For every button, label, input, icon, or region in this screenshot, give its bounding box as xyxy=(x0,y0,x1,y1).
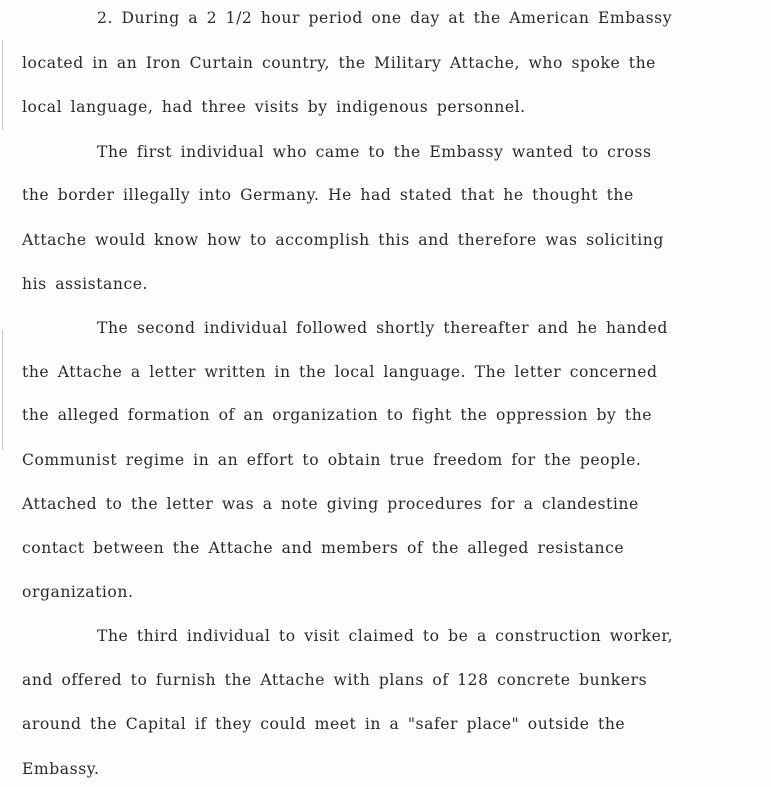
paragraph-3-line-6: contact between the Attache and members of the alleged resistance xyxy=(22,539,625,557)
paragraph-4-line-3: around the Capital if they could meet in a "safer place" outside the xyxy=(22,715,626,733)
paragraph-3-line-5: Attached to the letter was a note giving procedures for a clandestine xyxy=(22,495,639,513)
paragraph-3-line-1: The second individual followed shortly thereafter and he handed xyxy=(97,319,668,337)
paragraph-1-line-3: local language, had three visits by indigenous personnel. xyxy=(22,98,526,116)
paragraph-4-line-1: The third individual to visit claimed to be a construction worker, xyxy=(97,627,674,645)
paragraph-2-line-2: the border illegally into Germany. He had stated that he thought the xyxy=(22,186,634,204)
paragraph-2-line-4: his assistance. xyxy=(22,275,149,293)
paragraph-2-line-3: Attache would know how to accomplish this and therefore was soliciting xyxy=(22,231,664,249)
paragraph-4-line-2: and offered to furnish the Attache with plans of 128 concrete bunkers xyxy=(22,671,648,689)
paragraph-3-line-7: organization. xyxy=(22,583,134,601)
scan-edge-mark xyxy=(2,330,3,450)
paragraph-2-line-1: The first individual who came to the Embassy wanted to cross xyxy=(97,143,652,161)
scan-edge-mark xyxy=(2,40,3,130)
paragraph-3-line-4: Communist regime in an effort to obtain true freedom for the people. xyxy=(22,451,642,469)
paragraph-1-line-2: located in an Iron Curtain country, the Military Attache, who spoke the xyxy=(22,54,656,72)
paragraph-1-line-1: 2. During a 2 1/2 hour period one day at the American Embassy xyxy=(97,9,673,27)
paragraph-3-line-2: the Attache a letter written in the local language. The letter concerned xyxy=(22,363,658,381)
paragraph-3-line-3: the alleged formation of an organization to fight the oppression by the xyxy=(22,406,653,424)
paragraph-4-line-4: Embassy. xyxy=(22,760,100,778)
